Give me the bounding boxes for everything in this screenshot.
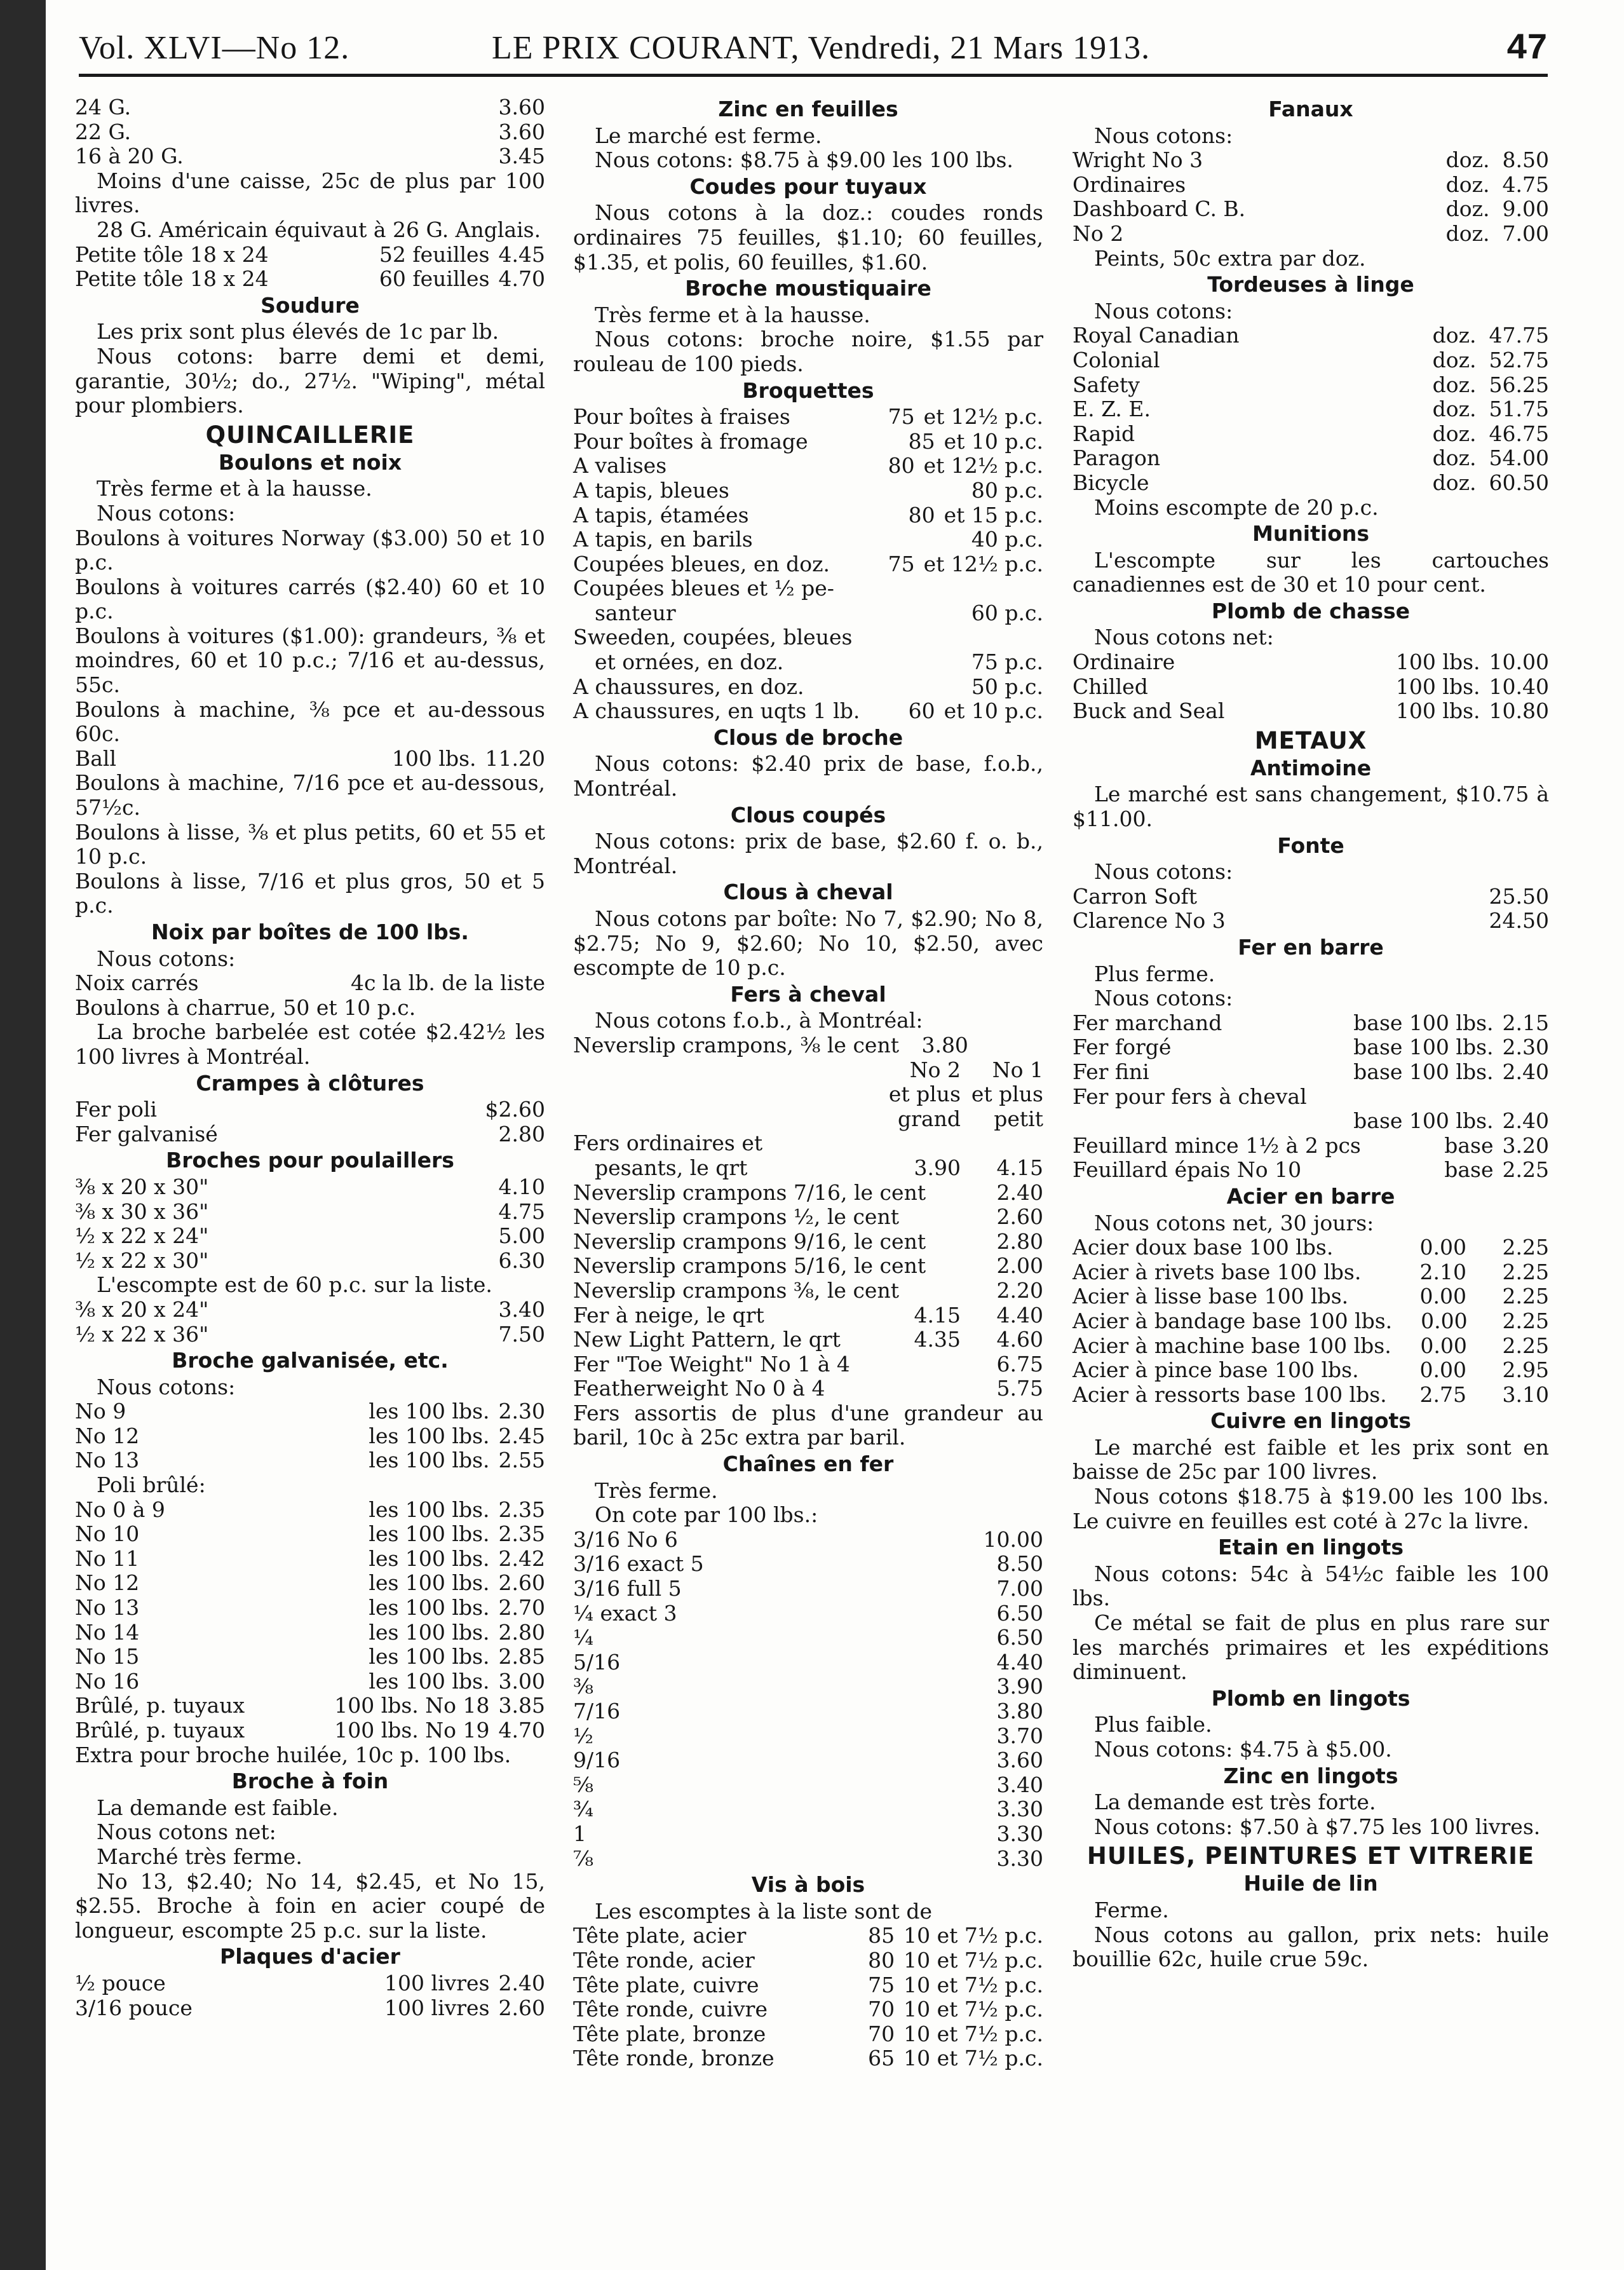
- price-row: No 12 les 100 lbs. 2.45: [75, 1423, 545, 1448]
- paragraph: L'escompte est de 60 p.c. sur la liste.: [97, 1272, 492, 1298]
- price-row: A tapis, bleues 80 p.c.: [573, 477, 1043, 503]
- price-row: Colonial doz. 52.75: [1073, 347, 1549, 372]
- price-row: Neverslip crampons ½, le cent 2.60: [573, 1204, 1043, 1230]
- section-heading: Acier en barre: [1226, 1183, 1395, 1209]
- price-row: et ornées, en doz. 75 p.c.: [595, 649, 1043, 675]
- paragraph: Nous cotons à la doz.: coudes ronds ordinaires 75 feuilles, $1.10; 60 feuilles, $1.35, et polis, 60 feuilles, $1.60.: [573, 200, 1043, 275]
- price-row: Rapid doz. 46.75: [1073, 421, 1549, 446]
- price-row: Chilled 100 lbs. 10.40: [1073, 674, 1549, 699]
- paragraph: Nous cotons: prix de base, $2.60 f. o. b., Montréal.: [573, 829, 1043, 878]
- column-header: No 2 No 1: [909, 1057, 1043, 1082]
- price-row: Neverslip crampons, ⅜ le cent 3.80: [573, 1032, 968, 1057]
- paragraph: Nous cotons f.o.b., à Montréal:: [595, 1008, 923, 1033]
- section-heading: Chaînes en fer: [722, 1451, 894, 1477]
- paragraph: Peints, 50c extra par doz.: [1094, 245, 1366, 271]
- price-row: Petite tôle 18 x 24 60 feuilles 4.70: [75, 266, 545, 292]
- section-heading: Munitions: [1252, 521, 1370, 547]
- page-binding-edge: [0, 0, 46, 2270]
- price-row: Ordinaire 100 lbs. 10.00: [1073, 649, 1549, 675]
- price-row: ⅜ 3.90: [573, 1674, 1043, 1699]
- paragraph: Sweeden, coupées, bleues: [573, 625, 853, 650]
- paragraph: Le marché est faible et les prix sont en baisse de 25c par 100 livres.: [1073, 1434, 1549, 1485]
- price-row: 7/16 3.80: [573, 1699, 1043, 1723]
- price-row: ⅜ x 20 x 24" 3.40: [75, 1296, 545, 1322]
- paragraph: Nous cotons: $2.40 prix de base, f.o.b., Montréal.: [573, 751, 1043, 801]
- paragraph: Boulons à machine, ⅜ pce et au-dessous 60c.: [75, 697, 545, 747]
- price-row: Tête ronde, bronze 65 10 et 7½ p.c.: [573, 2046, 1043, 2071]
- price-row: A valises 80 et 12½ p.c.: [573, 453, 1043, 479]
- price-row: Dashboard C. B. doz. 9.00: [1073, 196, 1549, 222]
- price-row: 24 G. 3.60: [75, 95, 545, 119]
- price-row: No 13 les 100 lbs. 2.55: [75, 1448, 545, 1473]
- price-row: No 16 les 100 lbs. 3.00: [75, 1668, 545, 1694]
- paragraph: Très ferme.: [595, 1478, 718, 1503]
- section-heading: Vis à bois: [751, 1872, 865, 1898]
- price-row: Brûlé, p. tuyaux 100 lbs. No 19 4.70: [75, 1718, 545, 1743]
- column-1: [75, 95, 545, 2256]
- price-row: Clarence No 3 24.50: [1073, 908, 1549, 934]
- price-row: Tête plate, bronze 70 10 et 7½ p.c.: [573, 2021, 1043, 2046]
- price-row: Petite tôle 18 x 24 52 feuilles 4.45: [75, 241, 545, 267]
- paragraph: Extra pour broche huilée, 10c p. 100 lbs.: [75, 1742, 511, 1767]
- paragraph: Les escomptes à la liste sont de: [595, 1898, 932, 1924]
- column-header: grand petit: [898, 1106, 1043, 1131]
- price-row: 22 G. 3.60: [75, 119, 545, 144]
- paragraph: Nous cotons net:: [1094, 625, 1274, 650]
- price-row: base 100 lbs. 2.40: [1353, 1108, 1549, 1134]
- paragraph: Nous cotons:: [97, 500, 236, 526]
- price-row: Acier à lisse base 100 lbs. 0.00 2.25: [1073, 1284, 1549, 1309]
- section-heading: Crampes à clôtures: [196, 1070, 424, 1096]
- price-row: Brûlé, p. tuyaux 100 lbs. No 18 3.85: [75, 1693, 545, 1718]
- price-row: Fer forgé base 100 lbs. 2.30: [1073, 1035, 1549, 1060]
- price-row: Feuillard mince 1½ à 2 pcs base 3.20: [1073, 1132, 1549, 1158]
- section-heading: Clous coupés: [730, 802, 886, 827]
- paragraph: Nous cotons:: [1094, 123, 1233, 148]
- note: Moins d'une caisse, 25c de plus par 100 livres.: [75, 168, 545, 218]
- paragraph: Nous cotons: 54c à 54½c faible les 100 lbs.: [1073, 1561, 1549, 1611]
- section-heading: Plomb en lingots: [1211, 1685, 1411, 1711]
- price-row: ⅞ 3.30: [573, 1845, 1043, 1871]
- section-heading: Cuivre en lingots: [1210, 1408, 1411, 1434]
- paragraph: Très ferme et à la hausse.: [595, 302, 870, 327]
- section-heading: Zinc en feuilles: [718, 97, 898, 121]
- price-row: Tête plate, acier 85 10 et 7½ p.c.: [573, 1923, 1043, 1948]
- paragraph: Boulons à voitures ($1.00): grandeurs, ⅜ et moindres, 60 et 10 p.c.; 7/16 et au-dessus, 55c.: [75, 623, 545, 698]
- price-row: No 9 les 100 lbs. 2.30: [75, 1399, 545, 1424]
- paragraph: Plus faible.: [1094, 1712, 1212, 1737]
- price-row: Paragon doz. 54.00: [1073, 445, 1549, 471]
- paragraph: Très ferme et à la hausse.: [97, 476, 372, 501]
- price-row: No 12 les 100 lbs. 2.60: [75, 1570, 545, 1596]
- paragraph: Coupées bleues et ½ pe-: [573, 576, 834, 601]
- paragraph: La demande est faible.: [97, 1795, 339, 1820]
- price-row: Pour boîtes à fromage 85 et 10 p.c.: [573, 428, 1043, 454]
- section-heading: Fer en barre: [1238, 935, 1384, 960]
- section-heading: Soudure: [261, 292, 360, 318]
- paragraph: Ferme.: [1094, 1897, 1169, 1922]
- price-row: No 10 les 100 lbs. 2.35: [75, 1521, 545, 1547]
- paragraph: Fer pour fers à cheval: [1073, 1084, 1307, 1109]
- section-heading: Broche galvanisée, etc.: [172, 1348, 449, 1373]
- price-row: No 11 les 100 lbs. 2.42: [75, 1546, 545, 1571]
- paragraph: La demande est très forte.: [1094, 1790, 1376, 1815]
- price-row: No 14 les 100 lbs. 2.80: [75, 1619, 545, 1645]
- price-row: 3/16 full 5 7.00: [573, 1576, 1043, 1601]
- volume-number: Vol. XLVI—No 12.: [79, 30, 350, 66]
- price-row: ¼ 6.50: [573, 1625, 1043, 1650]
- price-row: Carron Soft 25.50: [1073, 883, 1549, 909]
- column-2: [573, 95, 1043, 2256]
- paragraph: Boulons à voitures carrés ($2.40) 60 et 10 p.c.: [75, 574, 545, 624]
- paragraph: Nous cotons:: [97, 946, 236, 971]
- paragraph: Les prix sont plus élevés de 1c par lb.: [97, 319, 499, 344]
- price-row: Neverslip crampons ⅜, le cent 2.20: [573, 1277, 1043, 1303]
- price-row: A chaussures, en doz. 50 p.c.: [573, 674, 1043, 699]
- price-row: 9/16 3.60: [573, 1748, 1043, 1773]
- paragraph: Le marché est sans changement, $10.75 à $11.00.: [1073, 782, 1549, 832]
- price-row: ½ 3.70: [573, 1723, 1043, 1748]
- major-heading: QUINCAILLERIE: [205, 421, 415, 449]
- price-row: Acier doux base 100 lbs. 0.00 2.25: [1073, 1235, 1549, 1260]
- price-row: ⅜ x 30 x 36" 4.75: [75, 1199, 545, 1224]
- note: 28 G. Américain équivaut à 26 G. Anglais.: [97, 217, 541, 242]
- paragraph: Nous cotons au gallon, prix nets: huile bouillie 62c, huile crue 59c.: [1073, 1922, 1549, 1972]
- price-row: ½ x 22 x 30" 6.30: [75, 1247, 545, 1273]
- price-row: Feuillard épais No 10 base 2.25: [1073, 1157, 1549, 1183]
- paragraph: No 13, $2.40; No 14, $2.45, et No 15, $2.55. Broche à foin en acier coupé de longueur, escompte 25 p.c. sur la liste.: [75, 1868, 545, 1943]
- paragraph: Nous cotons net:: [97, 1819, 276, 1845]
- section-heading: Plomb de chasse: [1211, 598, 1411, 623]
- page-number: 47: [1506, 26, 1548, 66]
- price-row: Acier à machine base 100 lbs. 0.00 2.25: [1073, 1333, 1549, 1358]
- paragraph: Ce métal se fait de plus en plus rare sur les marchés primaires et les expéditions diminuent.: [1073, 1610, 1549, 1685]
- price-row: No 0 à 9 les 100 lbs. 2.35: [75, 1497, 545, 1522]
- price-row: Neverslip crampons 5/16, le cent 2.00: [573, 1253, 1043, 1279]
- paragraph: Nous cotons:: [1094, 986, 1233, 1011]
- price-row: pesants, le qrt 3.90 4.15: [595, 1155, 1043, 1180]
- price-row: Noix carrés 4c la lb. de la liste: [75, 970, 545, 996]
- price-row: New Light Pattern, le qrt 4.35 4.60: [573, 1327, 1043, 1352]
- major-heading: HUILES, PEINTURES ET VITRERIE: [1086, 1842, 1535, 1870]
- paragraph: Nous cotons: barre demi et demi, garantie, 30½; do., 27½. "Wiping", métal pour plombiers.: [75, 343, 545, 418]
- price-row: 3/16 exact 5 8.50: [573, 1551, 1043, 1577]
- price-row: Tête ronde, cuivre 70 10 et 7½ p.c.: [573, 1997, 1043, 2022]
- price-row: 3/16 No 6 10.00: [573, 1526, 1043, 1552]
- publication-title: LE PRIX COURANT, Vendredi, 21 Mars 1913.: [492, 30, 1151, 66]
- paragraph: Boulons à lisse, 7/16 et plus gros, 50 et 5 p.c.: [75, 868, 545, 918]
- section-heading: Broquettes: [742, 377, 874, 403]
- price-row: ½ x 22 x 36" 7.50: [75, 1321, 545, 1347]
- paragraph: Boulons à machine, 7/16 pce et au-dessous, 57½c.: [75, 770, 545, 820]
- price-row: Fer à neige, le qrt 4.15 4.40: [573, 1302, 1043, 1328]
- price-row: Neverslip crampons 9/16, le cent 2.80: [573, 1228, 1043, 1254]
- price-row: No 15 les 100 lbs. 2.85: [75, 1644, 545, 1669]
- price-row: santeur 60 p.c.: [595, 600, 1043, 625]
- paragraph: Nous cotons: $7.50 à $7.75 les 100 livres.: [1094, 1814, 1541, 1839]
- price-row: Fer galvanisé 2.80: [75, 1121, 545, 1146]
- price-row: Coupées bleues, en doz. 75 et 12½ p.c.: [573, 551, 1043, 576]
- paragraph: Fers ordinaires et: [573, 1131, 763, 1156]
- section-heading: Fers à cheval: [730, 981, 886, 1007]
- section-heading: Broche à foin: [231, 1769, 389, 1794]
- paragraph: Nous cotons $18.75 à $19.00 les 100 lbs. Le cuivre en feuilles est coté à 27c la livre.: [1073, 1484, 1549, 1533]
- price-row: Acier à pince base 100 lbs. 0.00 2.95: [1073, 1357, 1549, 1383]
- section-heading: Coudes pour tuyaux: [689, 173, 927, 199]
- paragraph: Poli brûlé:: [97, 1472, 206, 1498]
- price-row: Bicycle doz. 60.50: [1073, 470, 1549, 495]
- column-3: [1073, 95, 1549, 2256]
- paragraph: La broche barbelée est cotée $2.42½ les 100 livres à Montréal.: [75, 1019, 545, 1069]
- price-row: Fer marchand base 100 lbs. 2.15: [1073, 1010, 1549, 1035]
- price-row: Acier à ressorts base 100 lbs. 2.75 3.10: [1073, 1382, 1549, 1407]
- paragraph: On cote par 100 lbs.:: [595, 1502, 818, 1528]
- price-row: Buck and Seal 100 lbs. 10.80: [1073, 698, 1549, 724]
- price-row: ⅝ 3.40: [573, 1772, 1043, 1797]
- paragraph: Nous cotons:: [1094, 859, 1233, 885]
- section-heading: Broche moustiquaire: [685, 276, 931, 301]
- price-row: Royal Canadian doz. 47.75: [1073, 323, 1549, 348]
- section-heading: Clous à cheval: [723, 880, 893, 905]
- price-row: ¾ 3.30: [573, 1797, 1043, 1822]
- paragraph: Plus ferme.: [1094, 961, 1215, 986]
- price-row: Wright No 3 doz. 8.50: [1073, 147, 1549, 173]
- price-row: Pour boîtes à fraises 75 et 12½ p.c.: [573, 404, 1043, 430]
- paragraph: Nous cotons: $4.75 à $5.00.: [1094, 1737, 1392, 1762]
- price-row: No 13 les 100 lbs. 2.70: [75, 1595, 545, 1621]
- price-row: E. Z. E. doz. 51.75: [1073, 397, 1549, 422]
- price-row: Acier à rivets base 100 lbs. 2.10 2.25: [1073, 1259, 1549, 1284]
- paragraph: Moins escompte de 20 p.c.: [1094, 494, 1379, 520]
- section-heading: Broches pour poulaillers: [166, 1148, 454, 1173]
- price-row: Tête ronde, acier 80 10 et 7½ p.c.: [573, 1947, 1043, 1973]
- price-row: Fer fini base 100 lbs. 2.40: [1073, 1059, 1549, 1084]
- price-row: A chaussures, en uqts 1 lb. 60 et 10 p.c.: [573, 698, 1043, 724]
- price-row: Tête plate, cuivre 75 10 et 7½ p.c.: [573, 1972, 1043, 1997]
- section-heading: Clous de broche: [713, 724, 903, 750]
- price-row: 1 3.30: [573, 1821, 1043, 1846]
- paragraph: Boulons à voitures Norway ($3.00) 50 et 10 p.c.: [75, 525, 545, 575]
- paragraph: Nous cotons par boîte: No 7, $2.90; No 8, $2.75; No 9, $2.60; No 10, $2.50, avec escompte de 10 p.c.: [573, 906, 1043, 981]
- section-heading: Fanaux: [1268, 97, 1353, 121]
- section-heading: Etain en lingots: [1217, 1535, 1404, 1560]
- page-header: [79, 25, 1548, 80]
- price-row: Ordinaires doz. 4.75: [1073, 172, 1549, 197]
- section-heading: Huile de lin: [1243, 1871, 1378, 1896]
- paragraph: Boulons à charrue, 50 et 10 p.c.: [75, 995, 416, 1020]
- paragraph: Nous cotons:: [97, 1374, 236, 1399]
- paragraph: Nous cotons: $8.75 à $9.00 les 100 lbs.: [595, 147, 1013, 173]
- paragraph: Nous cotons:: [1094, 298, 1233, 323]
- price-row: 16 à 20 G. 3.45: [75, 144, 545, 169]
- price-row: A tapis, étamées 80 et 15 p.c.: [573, 502, 1043, 527]
- price-row: ½ pouce 100 livres 2.40: [75, 1970, 545, 1995]
- price-row: 3/16 pouce 100 livres 2.60: [75, 1995, 545, 2020]
- paragraph: Nous cotons net, 30 jours:: [1094, 1210, 1374, 1235]
- price-row: ½ x 22 x 24" 5.00: [75, 1223, 545, 1249]
- paragraph: Boulons à lisse, ⅜ et plus petits, 60 et 55 et 10 p.c.: [75, 819, 545, 869]
- price-row: No 2 doz. 7.00: [1073, 221, 1549, 246]
- section-heading: Boulons et noix: [218, 449, 402, 475]
- paragraph: Nous cotons: broche noire, $1.55 par rouleau de 100 pieds.: [573, 327, 1043, 376]
- major-heading: METAUX: [1254, 726, 1367, 754]
- price-row: Neverslip crampons 7/16, le cent 2.40: [573, 1179, 1043, 1205]
- tole-rows: [75, 95, 545, 169]
- section-heading: Antimoine: [1250, 755, 1372, 780]
- paragraph: Marché très ferme.: [97, 1844, 302, 1869]
- price-row: 5/16 4.40: [573, 1649, 1043, 1675]
- price-row: Featherweight No 0 à 4 5.75: [573, 1376, 1043, 1401]
- price-row: Acier à bandage base 100 lbs. 0.00 2.25: [1073, 1308, 1549, 1333]
- price-row: Ball 100 lbs. 11.20: [75, 745, 545, 771]
- section-heading: Fonte: [1277, 833, 1344, 858]
- section-heading: Tordeuses à linge: [1207, 272, 1414, 297]
- price-row: ¼ exact 3 6.50: [573, 1600, 1043, 1626]
- section-heading: Noix par boîtes de 100 lbs.: [151, 920, 469, 944]
- price-row: ⅜ x 20 x 30" 4.10: [75, 1174, 545, 1199]
- section-heading: Zinc en lingots: [1223, 1763, 1398, 1788]
- column-header: et plus et plus: [888, 1082, 1043, 1107]
- paragraph: L'escompte sur les cartouches canadiennes est de 30 et 10 pour cent.: [1073, 547, 1549, 597]
- section-heading: Plaques d'acier: [220, 1944, 400, 1969]
- paragraph: Le marché est ferme.: [595, 123, 822, 148]
- header-rule: [79, 74, 1548, 77]
- price-row: Fer poli $2.60: [75, 1097, 545, 1122]
- price-row: Safety doz. 56.25: [1073, 372, 1549, 397]
- price-row: Fer "Toe Weight" No 1 à 4 6.75: [573, 1351, 1043, 1376]
- paragraph: Fers assortis de plus d'une grandeur au baril, 10c à 25c extra par baril.: [573, 1400, 1043, 1450]
- price-row: A tapis, en barils 40 p.c.: [573, 527, 1043, 552]
